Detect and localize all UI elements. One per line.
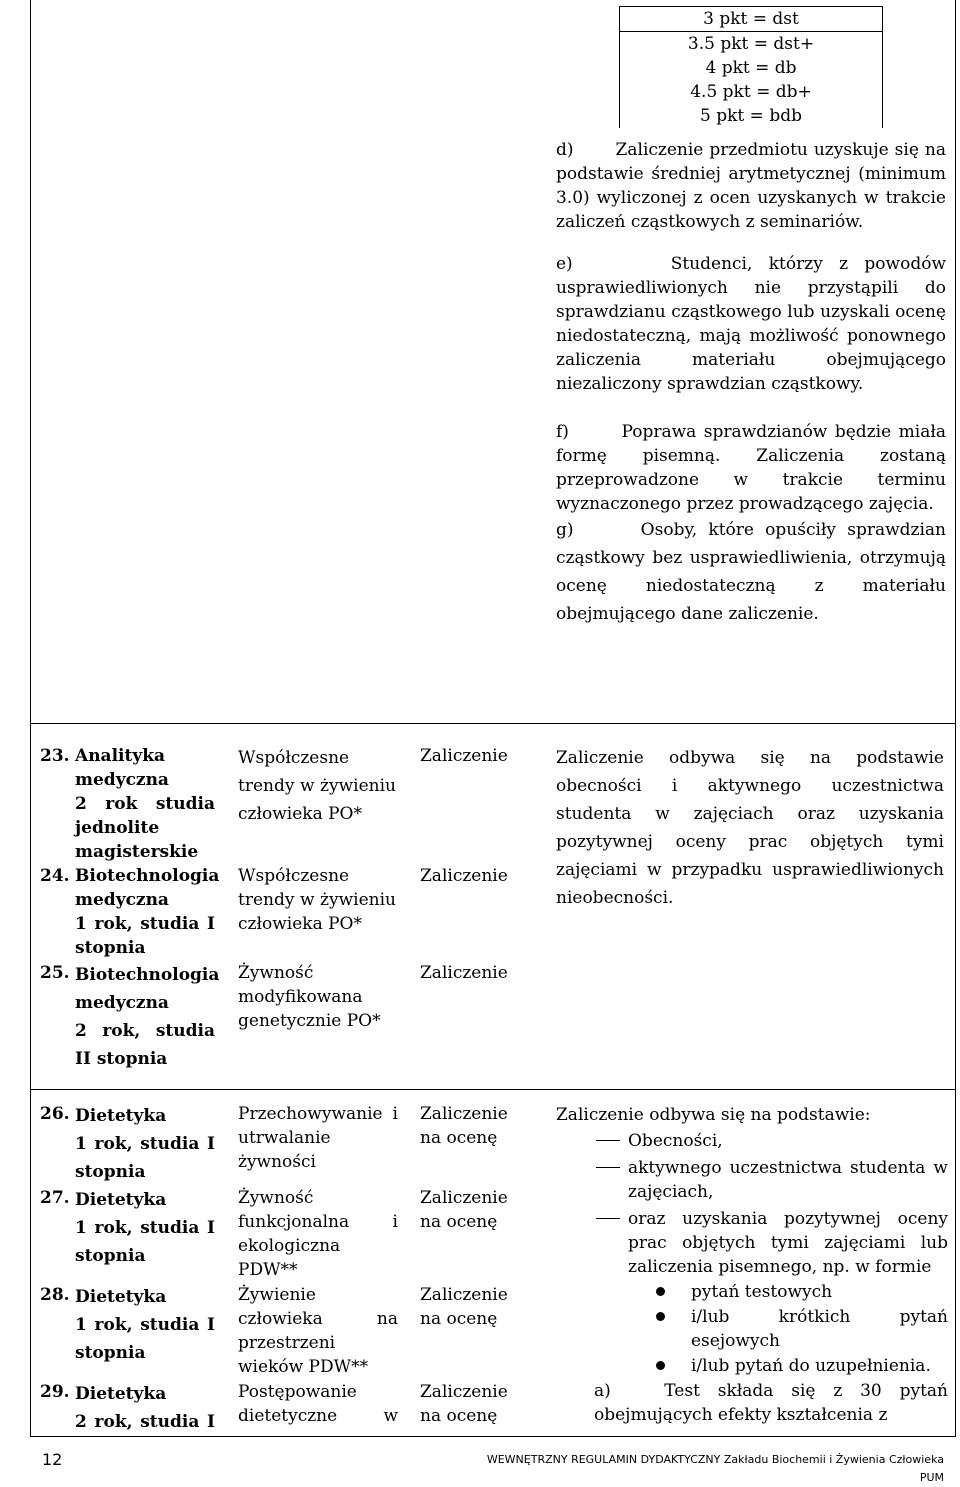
grade-row: 4 pkt = db <box>705 58 797 78</box>
dash-marker <box>596 1167 620 1168</box>
paragraph-f: f) Poprawa sprawdzianów będzie miała formę pisemną. Zaliczenia zostaną przeprowadzone w trakcie terminu wyznaczonego przez prowadzącego zajęcia. <box>556 422 946 514</box>
list-item: i/lub pytań do uzupełnienia. <box>556 1354 948 1378</box>
grade-row: 3 pkt = dst <box>620 7 882 32</box>
list-item: Obecności, <box>556 1129 948 1153</box>
bullet-marker <box>656 1361 665 1370</box>
assessment-form: Zaliczenie <box>420 963 508 983</box>
separator-line <box>30 1089 956 1090</box>
list-item: i/lub krótkich pytań esejowych <box>556 1305 948 1353</box>
list-intro: Zaliczenie odbywa się na podstawie: <box>556 1105 871 1125</box>
assessment-form: Zaliczenie na ocenę <box>420 1382 508 1426</box>
assessment-description-list <box>556 1102 948 1427</box>
row-number: 28. <box>40 1285 70 1305</box>
list-item: oraz uzyskania pozytywnej oceny prac objętych tymi zajęciami lub zaliczenia pisemnego, np. w formie <box>556 1207 948 1279</box>
subject-name: Żywność funkcjonalna i ekologiczna PDW** <box>238 1188 398 1280</box>
separator-line <box>30 723 956 724</box>
assessment-form: Zaliczenie na ocenę <box>420 1285 508 1329</box>
row-number: 29. <box>40 1382 70 1402</box>
row-number: 26. <box>40 1104 70 1124</box>
paragraph-e: e) Studenci, którzy z powodów usprawiedliwionych nie przystąpili do sprawdzianu cząstkowego lub uzyskali ocenę niedostateczną, mają możliwość ponownego zaliczenia materiału obejmującego niezaliczony sprawdzian cząstkowy. <box>556 254 946 394</box>
grade-row: 5 pkt = bdb <box>700 106 802 126</box>
grade-scale-table <box>619 6 883 128</box>
assessment-form: Zaliczenie na ocenę <box>420 1188 508 1232</box>
subject-name: Żywność modyfikowana genetycznie PO* <box>238 963 381 1031</box>
page-number: 12 <box>42 1450 63 1469</box>
subject-name: Żywienie człowieka na przestrzeni wieków PDW** <box>238 1285 398 1377</box>
field-of-study: Biotechnologia medyczna 2 rok, studia II stopnia <box>75 965 220 1069</box>
field-of-study: Dietetyka 2 rok, studia I <box>75 1384 215 1432</box>
footer-title: WEWNĘTRZNY REGULAMIN DYDAKTYCZNY Zakładu Biochemii i Żywienia Człowieka PUM <box>486 1453 944 1484</box>
paragraph-d: d) Zaliczenie przedmiotu uzyskuje się na podstawie średniej arytmetycznej (minimum 3.0) wyliczonej z ocen uzyskanych w trakcie zaliczeń cząstkowych z seminariów. <box>556 140 946 232</box>
list-item: pytań testowych <box>556 1280 948 1304</box>
subject-name: Współczesne trendy w żywieniu człowieka PO* <box>238 748 396 824</box>
assessment-form: Zaliczenie <box>420 746 508 766</box>
subject-name: Postępowanie dietetyczne w <box>238 1382 398 1426</box>
assessment-form: Zaliczenie na ocenę <box>420 1104 508 1148</box>
list-item: aktywnego uczestnictwa studenta w zajęciach, <box>556 1156 948 1204</box>
dash-marker <box>596 1140 620 1141</box>
list-item-a: a) Test składa się z 30 pytań obejmujących efekty kształcenia z <box>594 1381 948 1425</box>
row-number: 24. <box>40 866 70 886</box>
bullet-marker <box>656 1287 665 1296</box>
row-number: 25. <box>40 963 70 983</box>
assessment-form: Zaliczenie <box>420 866 508 886</box>
right-border <box>955 0 956 1436</box>
separator-line <box>30 1436 956 1437</box>
grade-row: 4.5 pkt = db+ <box>690 82 812 102</box>
grade-row: 3.5 pkt = dst+ <box>687 34 815 54</box>
row-number: 23. <box>40 746 70 766</box>
field-of-study: Dietetyka 1 rok, studia I stopnia <box>75 1106 215 1182</box>
dash-marker <box>596 1218 620 1219</box>
subject-name: Przechowywanie i utrwalanie żywności <box>238 1104 398 1172</box>
field-of-study: Analityka medyczna 2 rok studia jednolite magisterskie <box>75 746 215 862</box>
bullet-marker <box>656 1312 665 1321</box>
row-number: 27. <box>40 1188 70 1208</box>
field-of-study: Dietetyka 1 rok, studia I stopnia <box>75 1190 215 1266</box>
left-border <box>30 0 31 1436</box>
assessment-description: Zaliczenie odbywa się na podstawie obecności i aktywnego uczestnictwa studenta w zajęciach oraz uzyskania pozytywnej oceny prac objętych tymi zajęciami w przypadku usprawiedliwionych nieobecności. <box>556 748 944 908</box>
field-of-study: Dietetyka 1 rok, studia I stopnia <box>75 1287 215 1363</box>
field-of-study: Biotechnologia medyczna 1 rok, studia I stopnia <box>75 866 220 958</box>
paragraph-g: g) Osoby, które opuściły sprawdzian cząstkowy bez usprawiedliwienia, otrzymują ocenę niedostateczną z materiału obejmującego dane zaliczenie. <box>556 520 946 624</box>
subject-name: Współczesne trendy w żywieniu człowieka PO* <box>238 866 396 934</box>
